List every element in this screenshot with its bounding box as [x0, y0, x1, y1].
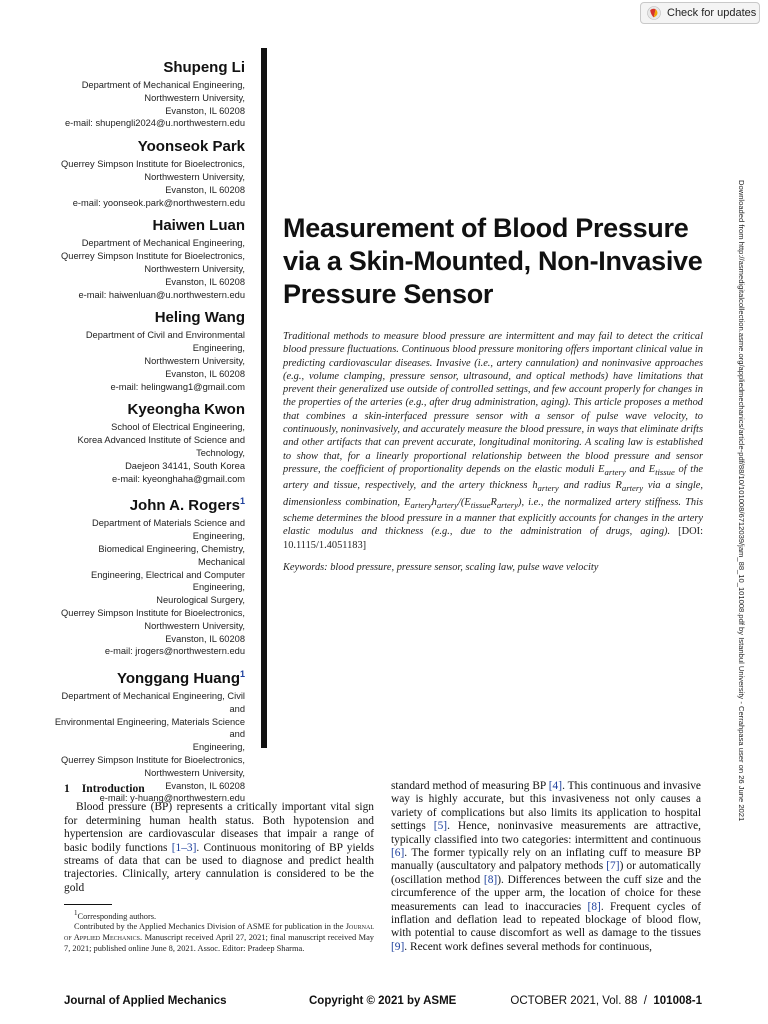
author-block	[50, 400, 245, 485]
citation-link[interactable]: [1–3]	[171, 841, 197, 854]
article-title: Measurement of Blood Pressure via a Skin-Mounted, Non-Invasive Pressure Sensor	[283, 213, 703, 309]
author-name: Shupeng Li	[163, 59, 245, 76]
author-email[interactable]: e-mail: kyeonghaha@gmail.com	[112, 473, 245, 484]
author-affiliation-line: Department of Materials Science and Engineering,	[92, 518, 245, 542]
author-name: Yonggang Huang$^1$	[116, 669, 245, 688]
author-affiliation-line: Environmental Engineering, Materials Science and	[54, 716, 245, 740]
footer-copyright: Copyright © 2021 by ASME	[309, 995, 457, 1007]
page-footer	[64, 995, 702, 1011]
keywords: Keywords: blood pressure, pressure sensor, scaling law, pulse wave velocity	[283, 562, 599, 573]
check-for-updates-label: Check for updates	[667, 7, 757, 19]
author-affiliation-line: Northwestern University,	[144, 355, 245, 366]
author-block	[50, 492, 245, 658]
download-notice-strip	[735, 180, 747, 840]
intro-paragraph-continued: standard method of measuring BP [4]. This continuous and invasive way is highly accurate, but this invasiveness not only causes a variety of complications but also limits its application to hospital settings [5]. Hence, noninvasive measurements are attractive, typically classified into two categories: intermittent and continuous [6]. The former typically rely on an inflating cuff to measure BP manually (auscultatory and palpatory methods [7]) or automatically (oscillation method [8]). Differences between the cuff size and the circumference of the upper arm, the location of choice for these measurements can lead to inaccuracies [8]. Frequent cycles of inflation and deflation lead to repeated blockage of blood flow, with potential to cause discomfort as well as damage to the tissues [9]. Recent work defines several methods for continuous,	[391, 780, 702, 953]
intro-paragraph: Blood pressure (BP) represents a critically important vital sign for determining human health status. Both hypotension and hypertension are cardiovascular diseases that impair a range of basic bodily functions [1–3]. Continuous monitoring of BP yields streams of data that can be used to diagnose and predict health trajectories. Clinically, artery cannulation is considered to be the gold	[64, 801, 374, 894]
footnote	[64, 908, 374, 954]
author-email[interactable]: e-mail: shupengli2024@u.northwestern.edu	[65, 118, 245, 129]
footnote-contribution: Contributed by the Applied Mechanics Division of ASME for publication in the Journal of Applied Mechanics. Manuscript received April 27, 2021; final manuscript received May 7, 2021; published online June 8, 2021. Assoc. Editor: Pradeep Sharma.	[64, 922, 374, 953]
footnote-corresponding: $^1$Corresponding authors.	[74, 909, 157, 921]
author-email[interactable]: e-mail: y-huang@northwestern.edu	[99, 793, 245, 804]
citation-link[interactable]: [8]	[587, 900, 601, 913]
footnote-rule	[64, 904, 112, 905]
author-email[interactable]: e-mail: helingwang1@gmail.com	[110, 381, 245, 392]
author-email[interactable]: e-mail: yoonseok.park@northwestern.edu	[72, 197, 245, 208]
author-affiliation-line: Northwestern University,	[144, 92, 245, 103]
citation-link[interactable]: [8]	[483, 873, 498, 886]
author-affiliation-line: Evanston, IL 60208	[165, 780, 245, 791]
corresponding-author-marker[interactable]: 1	[239, 669, 245, 680]
body-column-right	[391, 780, 701, 954]
author-affiliation-line: Querrey Simpson Institute for Bioelectronics,	[61, 607, 245, 618]
abstract-text-2: of the artery and tissue, respectively, and the artery thickness	[283, 463, 704, 492]
section-heading: 1 Introduction	[64, 782, 145, 795]
author-affiliation-line: Querrey Simpson Institute for Bioelectronics,	[61, 159, 245, 170]
author-name: Haiwen Luan	[152, 217, 245, 235]
author-affiliation-line: Department of Mechanical Engineering, Civil and	[61, 691, 245, 714]
author-affiliation-line: Engineering,	[192, 343, 245, 354]
download-notice-text: Downloaded from http://asmedigitalcollection.asme.org/appliedmechanics/article-pdf/88/10/101008/6712039/jam_88_10_101008.pdf by Istanbul University - Cerrahpasa user on 26 June 2021	[737, 180, 746, 822]
citation-link[interactable]: [7]	[606, 860, 620, 873]
author-affiliation-line: Biomedical Engineering, Chemistry, Mechanical	[98, 543, 245, 567]
author-affiliation-line: Department of Mechanical Engineering,	[81, 238, 245, 249]
doi-link[interactable]: [DOI: 10.1115/1.4051183]	[283, 526, 703, 551]
abstract-text-3: , i.e., the normalized artery stiffness. This scheme determines the blood pressure in a manner that explicitly accounts for changes in the artery elastic modulus and thickness (e.g., due to the administration of drugs, aging).	[283, 496, 704, 538]
body-column-left	[64, 780, 374, 895]
citation-link[interactable]: [9]	[391, 940, 405, 953]
author-affiliation-line: Technology,	[196, 447, 245, 458]
author-name: Kyeongha Kwon	[127, 401, 245, 419]
check-for-updates-button[interactable]	[640, 2, 760, 24]
author-affiliation-line: Northwestern University,	[144, 263, 245, 274]
author-affiliation-line: Northwestern University,	[144, 620, 245, 631]
citation-link[interactable]: [6]	[391, 847, 405, 860]
author-affiliation-line: Daejeon 34141, South Korea	[125, 460, 245, 471]
author-block	[50, 308, 245, 393]
author-affiliation-line: Northwestern University,	[144, 171, 245, 182]
footer-page-number: 101008-1	[653, 995, 702, 1007]
author-affiliation-line: Engineering,	[192, 742, 245, 753]
abstract: Traditional methods to measure blood pressure are intermittent and may fail to detect the critical blood pressure fluctuations. Continuous blood pressure monitoring offers important clinical value in predicting cardiovascular diseases. Invasive (i.e., artery cannulation) and noninvasive approaches (e.g., volume clamping, pressure sensor, ultrasound, and optical methods) have limitations that prevent their generalized use outside of controlled settings, and few account properly for changes in the properties of the arteries (e.g., after drug administration, aging). This article proposes a method that combines a skin-interfaced pressure sensor with a sensor of pulse wave velocity, to continuously, noninvasively, and accurately measure the blood pressure, in ways that eliminate drifts and other artifacts that can prevent accurate, longitudinal monitoring. A scaling law is established to show that, for a linearly proportional relationship between the blood pressure and sensor pressure, the coefficient of proportionality depends on the elastic moduli $E_{artery}$ and $E_{tissue}$ of the artery and tissue, respectively, and the artery thickness $h_{artery}$ and radius $R_{artery}$ via a single, dimensionless combination, $E_{artery}h_{artery}/(E_{tissue}R_{artery})$, i.e., the normalized artery stiffness. This scheme determines the blood pressure in a manner that explicitly accounts for changes in the artery elastic modulus and thickness (e.g., due to the administration of drugs, aging). [DOI: 10.1115/1.4051183]	[283, 331, 704, 551]
author-affiliation-line: Northwestern University,	[144, 767, 245, 778]
check-for-updates-icon	[647, 6, 661, 20]
author-affiliation-line: Evanston, IL 60208	[165, 368, 245, 379]
citation-link[interactable]: [4]	[548, 780, 563, 792]
author-email[interactable]: e-mail: jrogers@northwestern.edu	[104, 646, 245, 657]
author-affiliation-line: Department of Mechanical Engineering,	[81, 80, 245, 90]
author-affiliation-line: Korea Advanced Institute of Science and	[77, 435, 245, 446]
author-affiliation-line: Querrey Simpson Institute for Bioelectronics,	[61, 251, 245, 262]
author-email[interactable]: e-mail: haiwenluan@u.northwestern.edu	[78, 289, 245, 300]
footer-issue: OCTOBER 2021, Vol. 88 / 101008-1	[510, 995, 702, 1007]
author-name: Yoonseok Park	[137, 138, 245, 156]
author-block	[50, 216, 245, 301]
author-block	[50, 137, 245, 209]
abstract-text-1: Traditional methods to measure blood pressure are intermittent and may fail to detect the critical blood pressure fluctuations. Continuous blood pressure monitoring offers important clinical value in predicting cardiovascular diseases. Invasive (i.e., artery cannulation) and noninvasive approaches (e.g., volume clamping, pressure sensor, ultrasound, and optical methods) have limitations that prevent their generalized use outside of controlled settings, and few account properly for changes in the properties of the arteries (e.g., after drug administration, aging). This article proposes a method that combines a skin-interfaced pressure sensor with a sensor of pulse wave velocity, to continuously, noninvasively, and accurately measure the blood pressure, in ways that eliminate drifts and other artifacts that can prevent accurate, longitudinal monitoring. A scaling law is established to show that, for a linearly proportional relationship between the blood pressure and sensor pressure, the coefficient of proportionality depends on the elastic moduli	[283, 331, 703, 475]
author-name: John A. Rogers$^1$	[129, 496, 245, 515]
corresponding-author-marker[interactable]: 1	[239, 496, 245, 507]
author-affiliation-line: Engineering, Electrical and Computer Engineering,	[91, 569, 245, 593]
author-affiliation-line: Evanston, IL 60208	[165, 184, 245, 195]
author-affiliation-line: Department of Civil and Environmental	[85, 330, 245, 341]
title-divider-bar	[261, 48, 267, 748]
author-name: Heling Wang	[154, 309, 245, 327]
author-affiliation-line: Querrey Simpson Institute for Bioelectronics,	[61, 755, 245, 766]
author-list	[50, 58, 245, 812]
author-affiliation-line: School of Electrical Engineering,	[111, 422, 245, 433]
author-block	[50, 58, 245, 130]
author-affiliation-line: Evanston, IL 60208	[165, 276, 245, 287]
author-affiliation-line: Evanston, IL 60208	[165, 105, 245, 116]
author-affiliation-line: Evanston, IL 60208	[165, 633, 245, 644]
footer-journal: Journal of Applied Mechanics	[64, 995, 227, 1007]
citation-link[interactable]: [5]	[433, 820, 448, 833]
author-affiliation-line: Neurological Surgery,	[156, 595, 245, 606]
